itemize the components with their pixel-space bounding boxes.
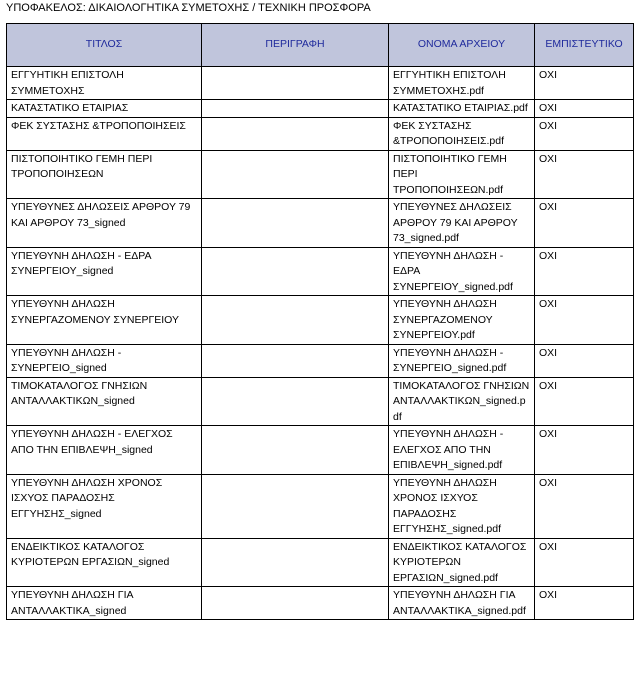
cell-filename: ΤΙΜΟΚΑΤΑΛΟΓΟΣ ΓΝΗΣΙΩΝ ΑΝΤΑΛΛΑΚΤΙΚΩΝ_signed.pdf: [389, 377, 535, 426]
column-header-confidential: ΕΜΠΙΣΤΕΥΤΙΚΟ: [535, 24, 634, 67]
cell-description: [202, 474, 389, 538]
cell-filename: ΚΑΤΑΣΤΑΤΙΚΟ ΕΤΑΙΡΙΑΣ.pdf: [389, 100, 535, 118]
table-row: [7, 587, 634, 620]
table-row: [7, 377, 634, 426]
cell-description: [202, 296, 389, 345]
cell-filename: ΕΓΓΥΗΤΙΚΗ ΕΠΙΣΤΟΛΗ ΣΥΜΜΕΤΟΧΗΣ.pdf: [389, 67, 535, 100]
cell-filename: ΦΕΚ ΣΥΣΤΑΣΗΣ &ΤΡΟΠΟΠΟΙΗΣΕΙΣ.pdf: [389, 117, 535, 150]
table-row: [7, 538, 634, 587]
cell-confidential: ΟΧΙ: [535, 426, 634, 475]
cell-description: [202, 100, 389, 118]
cell-title: ΥΠΕΥΘΥΝΗ ΔΗΛΩΣΗ ΧΡΟΝΟΣ ΙΣΧΥΟΣ ΠΑΡΑΔΟΣΗΣ ΕΓΓΥΗΣΗΣ_signed: [7, 474, 202, 538]
cell-description: [202, 67, 389, 100]
cell-description: [202, 587, 389, 620]
cell-confidential: ΟΧΙ: [535, 296, 634, 345]
cell-title: ΠΙΣΤΟΠΟΙΗΤΙΚΟ ΓΕΜΗ ΠΕΡΙ ΤΡΟΠΟΠΟΙΗΣΕΩΝ: [7, 150, 202, 199]
cell-title: ΥΠΕΥΘΥΝΕΣ ΔΗΛΩΣΕΙΣ ΑΡΘΡΟΥ 79 ΚΑΙ ΑΡΘΡΟΥ 73_signed: [7, 199, 202, 248]
cell-confidential: ΟΧΙ: [535, 117, 634, 150]
cell-filename: ΥΠΕΥΘΥΝΕΣ ΔΗΛΩΣΕΙΣ ΑΡΘΡΟΥ 79 ΚΑΙ ΑΡΘΡΟΥ 73_signed.pdf: [389, 199, 535, 248]
cell-confidential: ΟΧΙ: [535, 587, 634, 620]
cell-filename: ΕΝΔΕΙΚΤΙΚΟΣ ΚΑΤΑΛΟΓΟΣ ΚΥΡΙΟΤΕΡΩΝ ΕΡΓΑΣΙΩΝ_signed.pdf: [389, 538, 535, 587]
cell-confidential: ΟΧΙ: [535, 344, 634, 377]
table-row: [7, 247, 634, 296]
cell-title: ΚΑΤΑΣΤΑΤΙΚΟ ΕΤΑΙΡΙΑΣ: [7, 100, 202, 118]
cell-description: [202, 377, 389, 426]
cell-confidential: ΟΧΙ: [535, 150, 634, 199]
table-row: [7, 117, 634, 150]
cell-filename: ΥΠΕΥΘΥΝΗ ΔΗΛΩΣΗ ΧΡΟΝΟΣ ΙΣΧΥΟΣ ΠΑΡΑΔΟΣΗΣ ΕΓΓΥΗΣΗΣ_signed.pdf: [389, 474, 535, 538]
cell-description: [202, 150, 389, 199]
cell-filename: ΥΠΕΥΘΥΝΗ ΔΗΛΩΣΗ - ΣΥΝΕΡΓΕΙΟ_signed.pdf: [389, 344, 535, 377]
table-row: [7, 150, 634, 199]
table-row: [7, 344, 634, 377]
cell-description: [202, 117, 389, 150]
cell-title: ΤΙΜΟΚΑΤΑΛΟΓΟΣ ΓΝΗΣΙΩΝ ΑΝΤΑΛΛΑΚΤΙΚΩΝ_signed: [7, 377, 202, 426]
cell-description: [202, 247, 389, 296]
column-header-title: ΤΙΤΛΟΣ: [7, 24, 202, 67]
table-row: [7, 296, 634, 345]
table-row: [7, 426, 634, 475]
table-row: [7, 67, 634, 100]
cell-description: [202, 538, 389, 587]
cell-filename: ΥΠΕΥΘΥΝΗ ΔΗΛΩΣΗ - ΕΔΡΑ ΣΥΝΕΡΓΕΙΟΥ_signed.pdf: [389, 247, 535, 296]
cell-confidential: ΟΧΙ: [535, 247, 634, 296]
cell-title: ΕΝΔΕΙΚΤΙΚΟΣ ΚΑΤΑΛΟΓΟΣ ΚΥΡΙΟΤΕΡΩΝ ΕΡΓΑΣΙΩΝ_signed: [7, 538, 202, 587]
subfolder-heading: ΥΠΟΦΑΚΕΛΟΣ: ΔΙΚΑΙΟΛΟΓΗΤΙΚΑ ΣΥΜΕΤΟΧΗΣ / ΤΕΧΝΙΚΗ ΠΡΟΣΦΟΡΑ: [6, 2, 371, 14]
cell-title: ΥΠΕΥΘΥΝΗ ΔΗΛΩΣΗ ΣΥΝΕΡΓΑΖΟΜΕΝΟΥ ΣΥΝΕΡΓΕΙΟΥ: [7, 296, 202, 345]
table-row: [7, 474, 634, 538]
cell-title: ΦΕΚ ΣΥΣΤΑΣΗΣ &ΤΡΟΠΟΠΟΙΗΣΕΙΣ: [7, 117, 202, 150]
cell-title: ΕΓΓΥΗΤΙΚΗ ΕΠΙΣΤΟΛΗ ΣΥΜΜΕΤΟΧΗΣ: [7, 67, 202, 100]
cell-filename: ΠΙΣΤΟΠΟΙΗΤΙΚΟ ΓΕΜΗ ΠΕΡΙ ΤΡΟΠΟΠΟΙΗΣΕΩΝ.pdf: [389, 150, 535, 199]
cell-description: [202, 199, 389, 248]
table-header-row: [7, 24, 634, 67]
documents-table: [6, 23, 634, 620]
cell-title: ΥΠΕΥΘΥΝΗ ΔΗΛΩΣΗ - ΕΔΡΑ ΣΥΝΕΡΓΕΙΟΥ_signed: [7, 247, 202, 296]
cell-filename: ΥΠΕΥΘΥΝΗ ΔΗΛΩΣΗ - ΕΛΕΓΧΟΣ ΑΠΟ ΤΗΝ ΕΠΙΒΛΕΨΗ_signed.pdf: [389, 426, 535, 475]
cell-confidential: ΟΧΙ: [535, 67, 634, 100]
column-header-filename: ΟΝΟΜΑ ΑΡΧΕΙΟΥ: [389, 24, 535, 67]
cell-confidential: ΟΧΙ: [535, 377, 634, 426]
column-header-description: ΠΕΡΙΓΡΑΦΗ: [202, 24, 389, 67]
cell-title: ΥΠΕΥΘΥΝΗ ΔΗΛΩΣΗ - ΕΛΕΓΧΟΣ ΑΠΟ ΤΗΝ ΕΠΙΒΛΕΨΗ_signed: [7, 426, 202, 475]
cell-confidential: ΟΧΙ: [535, 199, 634, 248]
cell-filename: ΥΠΕΥΘΥΝΗ ΔΗΛΩΣΗ ΣΥΝΕΡΓΑΖΟΜΕΝΟΥ ΣΥΝΕΡΓΕΙΟΥ.pdf: [389, 296, 535, 345]
cell-description: [202, 344, 389, 377]
table-row: [7, 100, 634, 118]
table-row: [7, 199, 634, 248]
cell-confidential: ΟΧΙ: [535, 538, 634, 587]
cell-description: [202, 426, 389, 475]
cell-confidential: ΟΧΙ: [535, 474, 634, 538]
table-body: [7, 67, 634, 620]
cell-title: ΥΠΕΥΘΥΝΗ ΔΗΛΩΣΗ - ΣΥΝΕΡΓΕΙΟ_signed: [7, 344, 202, 377]
cell-filename: ΥΠΕΥΘΥΝΗ ΔΗΛΩΣΗ ΓΙΑ ΑΝΤΑΛΛΑΚΤΙΚΑ_signed.pdf: [389, 587, 535, 620]
cell-confidential: ΟΧΙ: [535, 100, 634, 118]
cell-title: ΥΠΕΥΘΥΝΗ ΔΗΛΩΣΗ ΓΙΑ ΑΝΤΑΛΛΑΚΤΙΚΑ_signed: [7, 587, 202, 620]
